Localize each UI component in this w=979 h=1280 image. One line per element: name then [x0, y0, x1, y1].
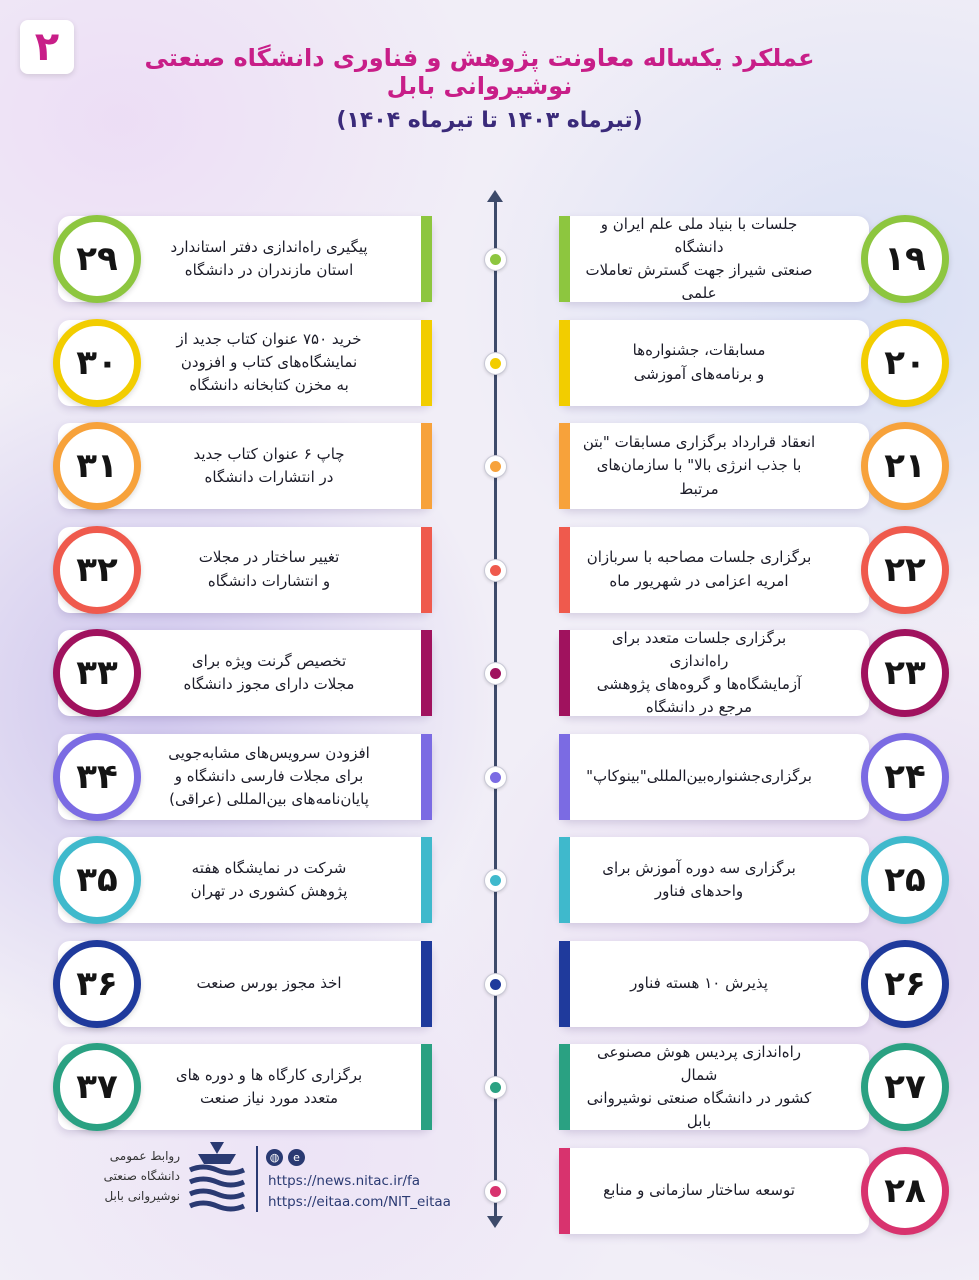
timeline-dot — [484, 662, 507, 685]
card-text: انعقاد قرارداد برگزاری مسابقات "بتن با جذب انرژی بالا" با سازمان‌های مرتبط — [582, 433, 816, 498]
timeline-arrow-up-icon — [487, 190, 503, 202]
timeline-card — [559, 837, 869, 923]
card-accent-bar — [559, 527, 570, 613]
timeline-card — [559, 423, 869, 509]
card-accent-bar — [559, 941, 570, 1027]
timeline-card — [559, 527, 869, 613]
timeline-dot-core — [490, 565, 501, 576]
item-number-badge: ۳۲ — [53, 526, 141, 614]
card-text: برگزاری‌جشنواره‌بین‌المللی"بینوکاپ" — [586, 766, 812, 785]
card-text: برگزاری سه دوره آموزش برای واحدهای فناور — [602, 858, 796, 900]
card-accent-bar — [559, 734, 570, 820]
card-accent-bar — [421, 837, 432, 923]
timeline-card — [559, 941, 869, 1027]
card-accent-bar — [559, 1148, 570, 1234]
timeline-dot-core — [490, 1186, 501, 1197]
card-accent-bar — [421, 1044, 432, 1130]
card-accent-bar — [559, 630, 570, 716]
card-text: تخصیص گرنت ویژه برای مجلات دارای مجوز دانشگاه — [183, 651, 355, 693]
timeline-arrow-down-icon — [487, 1216, 503, 1228]
timeline-dot-core — [490, 1082, 501, 1093]
card-accent-bar — [421, 423, 432, 509]
item-number-badge: ۲۸ — [861, 1147, 949, 1235]
card-accent-bar — [421, 941, 432, 1027]
globe-icon: ◍ — [266, 1149, 283, 1166]
item-number-badge: ۲۷ — [861, 1043, 949, 1131]
card-text: راه‌اندازی پردیس هوش مصنوعی شمال کشور در دانشگاه صنعتی نوشیروانی بابل — [586, 1042, 812, 1131]
card-text: اخذ مجوز بورس صنعت — [196, 973, 342, 992]
card-accent-bar — [421, 734, 432, 820]
card-text: برگزاری جلسات مصاحبه با سربازان امریه اعزامی در شهریور ماه — [586, 548, 812, 590]
timeline-dot-core — [490, 772, 501, 783]
card-accent-bar — [421, 630, 432, 716]
timeline-dot-core — [490, 875, 501, 886]
card-text: برگزاری جلسات متعدد برای راه‌اندازی آزمایشگاه‌ها و گروه‌های پژوهشی مرجع در دانشگاه — [596, 628, 802, 717]
timeline-dot — [484, 973, 507, 996]
footer-org-name: روابط عمومی دانشگاه صنعتی نوشیروانی بابل — [103, 1149, 180, 1203]
item-number-badge: ۲۴ — [861, 733, 949, 821]
item-number-badge: ۳۶ — [53, 940, 141, 1028]
eitaa-icon: e — [288, 1149, 305, 1166]
timeline-card — [559, 630, 869, 716]
timeline-dot-core — [490, 254, 501, 265]
timeline-card — [559, 734, 869, 820]
item-number-badge: ۲۹ — [53, 215, 141, 303]
card-accent-bar — [559, 423, 570, 509]
timeline-dot — [484, 869, 507, 892]
card-accent-bar — [559, 216, 570, 302]
item-number-badge: ۳۳ — [53, 629, 141, 717]
timeline-dot-core — [490, 461, 501, 472]
item-number-badge: ۲۱ — [861, 422, 949, 510]
card-accent-bar — [559, 837, 570, 923]
timeline-dot — [484, 766, 507, 789]
page-number-badge: ۲ — [20, 20, 74, 74]
timeline-dot — [484, 1180, 507, 1203]
timeline-card — [559, 216, 869, 302]
card-text: مسابقات، جشنواره‌ها و برنامه‌های آموزشی — [632, 341, 766, 383]
timeline-dot — [484, 248, 507, 271]
page-title: عملکرد یکساله معاونت پژوهش و فناوری دانشگاه صنعتی نوشیروانی بابل — [144, 44, 815, 100]
item-number-badge: ۲۲ — [861, 526, 949, 614]
item-number-badge: ۳۷ — [53, 1043, 141, 1131]
item-number-badge: ۲۶ — [861, 940, 949, 1028]
timeline-dot-core — [490, 358, 501, 369]
eitaa-link[interactable]: https://eitaa.com/NIT_eitaa — [268, 1194, 451, 1210]
card-text: پیگیری راه‌اندازی دفتر استاندارد استان مازندران در دانشگاه — [170, 237, 368, 279]
university-logo-icon — [188, 1140, 246, 1212]
card-accent-bar — [559, 1044, 570, 1130]
news-link[interactable]: https://news.nitac.ir/fa — [268, 1173, 421, 1189]
page-subtitle: (تیرماه ۱۴۰۳ تا تیرماه ۱۴۰۴) — [336, 108, 643, 133]
item-number-badge: ۳۴ — [53, 733, 141, 821]
item-number-badge: ۲۰ — [861, 319, 949, 407]
card-text: افزودن سرویس‌های مشابه‌جویی برای مجلات فارسی دانشگاه و پایان‌نامه‌های بین‌المللی (عراقی) — [168, 743, 370, 809]
footer-divider — [256, 1146, 258, 1212]
timeline-dot — [484, 559, 507, 582]
timeline-dot-core — [490, 979, 501, 990]
item-number-badge: ۲۳ — [861, 629, 949, 717]
card-text: برگزاری کارگاه ها و دوره های متعدد مورد نیاز صنعت — [175, 1065, 363, 1107]
card-text: شرکت در نمایشگاه هفته پژوهش کشوری در تهران — [190, 858, 348, 900]
item-number-badge: ۳۵ — [53, 836, 141, 924]
card-text: جلسات با بنیاد ملی علم ایران و دانشگاه صنعتی شیراز جهت گسترش تعاملات علمی — [585, 214, 813, 303]
timeline-card — [559, 1148, 869, 1234]
timeline-card — [559, 320, 869, 406]
timeline-dot — [484, 352, 507, 375]
item-number-badge: ۳۱ — [53, 422, 141, 510]
card-text: تغییر ساختار در مجلات و انتشارات دانشگاه — [198, 548, 340, 590]
timeline-dot — [484, 455, 507, 478]
card-accent-bar — [559, 320, 570, 406]
timeline-dot-core — [490, 668, 501, 679]
item-number-badge: ۳۰ — [53, 319, 141, 407]
card-accent-bar — [421, 320, 432, 406]
timeline-card — [559, 1044, 869, 1130]
timeline-dot — [484, 1076, 507, 1099]
item-number-badge: ۱۹ — [861, 215, 949, 303]
card-text: توسعه ساختار سازمانی و منابع — [603, 1180, 795, 1199]
card-text: چاپ ۶ عنوان کتاب جدید در انتشارات دانشگاه — [193, 444, 345, 486]
card-accent-bar — [421, 527, 432, 613]
card-accent-bar — [421, 216, 432, 302]
card-text: خرید ۷۵۰ عنوان کتاب جدید از نمایشگاه‌های کتاب و افزودن به مخزن کتابخانه دانشگاه — [176, 329, 362, 395]
item-number-badge: ۲۵ — [861, 836, 949, 924]
card-text: پذیرش ۱۰ هسته فناور — [630, 973, 768, 992]
